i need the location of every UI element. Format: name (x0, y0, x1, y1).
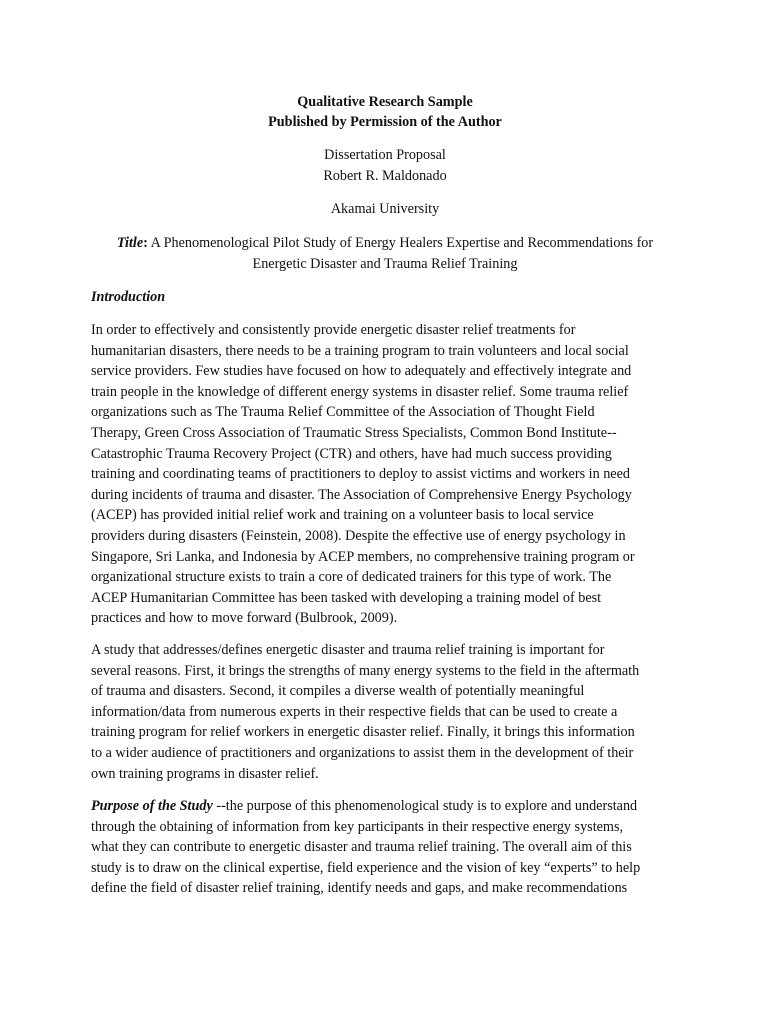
paragraph-line: A study that addresses/defines energetic disaster and trauma relief training is important for (91, 642, 605, 658)
paragraph-line: practices and how to move forward (Bulbrook, 2009). (91, 610, 398, 627)
introduction-paragraph-2 (91, 640, 691, 784)
title-colon: : (143, 235, 148, 251)
header-line-1: Qualitative Research Sample (297, 94, 473, 110)
paragraph-line: define the field of disaster relief training, identify needs and gaps, and make recommendations (91, 880, 628, 897)
paragraph-line: In order to effectively and consistently provide energetic disaster relief treatments for (91, 322, 576, 338)
paragraph-line: through the obtaining of information from key participants in their respective energy systems, (91, 818, 624, 835)
title-text-line-1: A Phenomenological Pilot Study of Energy Healers Expertise and Recommendations for (147, 235, 654, 251)
paragraph-line: Therapy, Green Cross Association of Traumatic Stress Specialists, Common Bond Institute-- (91, 424, 617, 441)
purpose-paragraph (91, 796, 691, 899)
paragraph-line: several reasons. First, it brings the strengths of many energy systems to the field in the aftermath (91, 662, 640, 679)
paragraph-line: organizations such as The Trauma Relief Committee of the Association of Thought Field (91, 404, 595, 421)
document-header (0, 92, 770, 132)
paragraph-line: training and coordinating teams of practitioners to deploy to assist victims and workers in need (91, 466, 631, 483)
section-heading-introduction: Introduction (91, 289, 166, 305)
paragraph-line: own training programs in disaster relief. (91, 765, 319, 782)
dissertation-title (70, 233, 700, 275)
paragraph-line: of trauma and disasters. Second, it compiles a diverse wealth of potentially meaningful (91, 683, 585, 700)
paragraph-line: information/data from numerous experts in their respective fields that can be used to create a (91, 703, 618, 720)
paragraph-line: ACEP Humanitarian Committee has been tasked with developing a training model of best (91, 589, 602, 606)
paragraph-line: organizational structure exists to train a core of dedicated trainers for this type of work. The (91, 569, 612, 586)
paragraph-line: Catastrophic Trauma Recovery Project (CTR) and others, have had much success providing (91, 445, 612, 462)
introduction-paragraph-1 (91, 320, 691, 629)
paragraph-line: train people in the knowledge of different energy systems in disaster relief. Some trauma relief (91, 383, 629, 400)
university-name: Akamai University (330, 201, 440, 217)
paragraph-line: study is to draw on the clinical expertise, field experience and the vision of key “experts” to help (91, 859, 641, 876)
title-label: Title (116, 235, 144, 251)
paragraph-line: humanitarian disasters, there needs to be a training program to train volunteers and local social (91, 342, 629, 359)
paragraph-line (91, 796, 691, 817)
title-line-1 (70, 233, 700, 254)
proposal-author: Robert R. Maldonado (323, 168, 447, 184)
paragraph-line: service providers. Few studies have focused on how to adequately and effectively integrate and (91, 363, 632, 380)
proposal-info (0, 145, 770, 187)
purpose-heading: Purpose of the Study (91, 798, 213, 814)
title-text-line-2: Energetic Disaster and Trauma Relief Training (252, 256, 518, 272)
paragraph-line: during incidents of trauma and disaster. The Association of Comprehensive Energy Psychology (91, 486, 632, 503)
paragraph-line: providers during disasters (Feinstein, 2008). Despite the effective use of energy psychology in (91, 527, 626, 544)
paragraph-line: (ACEP) has provided initial relief work and training on a volunteer basis to local service (91, 507, 594, 524)
paragraph-line: Singapore, Sri Lanka, and Indonesia by ACEP members, no comprehensive training program or (91, 548, 635, 565)
paragraph-line: to a wider audience of practitioners and organizations to assist them in the development of their (91, 744, 634, 761)
paragraph-line: what they can contribute to energetic disaster and trauma relief training. The overall aim of this (91, 839, 632, 856)
paragraph-line: training program for relief workers in energetic disaster relief. Finally, it brings this information (91, 724, 635, 741)
proposal-type: Dissertation Proposal (324, 147, 446, 163)
purpose-line-1-rest: --the purpose of this phenomenological study is to explore and understand (212, 798, 638, 814)
header-line-2: Published by Permission of the Author (268, 114, 502, 130)
